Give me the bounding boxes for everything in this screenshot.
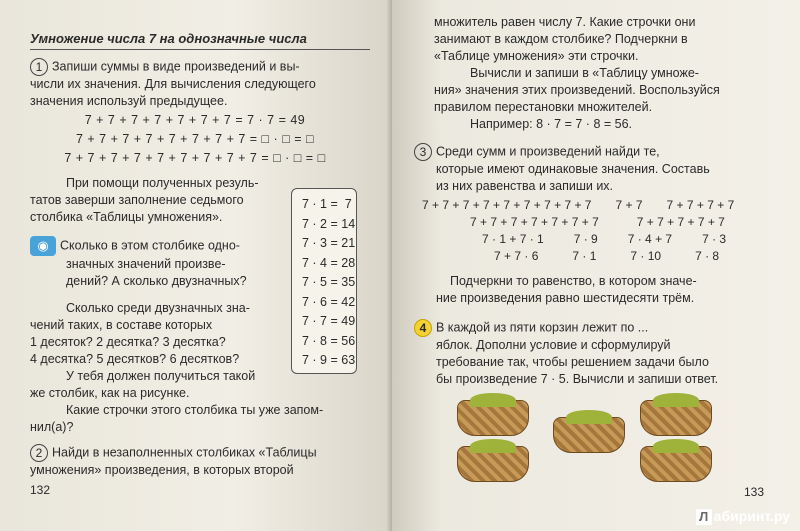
equation-1: 7 + 7 + 7 + 7 + 7 + 7 + 7 = 7 · 7 = 49 <box>84 113 306 127</box>
task1-line-1: Запиши суммы в виде произведений и вы- <box>52 59 300 74</box>
task-3 <box>414 143 782 307</box>
equation-2: 7 + 7 + 7 + 7 + 7 + 7 + 7 + 7 = □ · □ = □ <box>75 132 315 146</box>
expression: 7 · 4 + 7 <box>627 232 673 246</box>
task-number-3: 3 <box>414 143 432 161</box>
task3-line-1: Среди сумм и произведений найди те, <box>436 144 660 159</box>
expression: 7 · 1 + 7 · 1 <box>482 232 544 246</box>
intro-line-5: ния» значения этих произведений. Воспользуйся <box>434 83 720 97</box>
intro-block <box>414 14 782 133</box>
task1-after-line-1: При помощи полученных резуль- <box>66 176 259 190</box>
expression: 7 + 7 + 7 + 7 + 7 + 7 + 7 <box>470 215 599 229</box>
page-number-left: 132 <box>30 483 51 497</box>
task1-after <box>30 175 280 226</box>
expression: 7 + 7 + 7 + 7 <box>666 198 735 212</box>
question2-tail <box>30 402 365 436</box>
task-number-2: 2 <box>30 444 48 462</box>
table-row: 7 · 4 = 28 <box>302 255 356 270</box>
task4-line-4: бы произведение 7 · 5. Вычисли и запиши ответ. <box>436 372 719 386</box>
question2-line-8: нил(а)? <box>30 420 74 434</box>
question-block <box>30 236 280 290</box>
task2-line-1: Найди в незаполненных столбиках «Таблицы <box>52 445 317 460</box>
question2-line-3: 1 десяток? 2 десятка? 3 десятка? <box>30 335 226 349</box>
expressions-grid <box>422 197 782 265</box>
question-line-1: Сколько в этом столбике одно- <box>60 238 240 253</box>
task1-after-line-2: татов заверши заполнение седьмого <box>30 193 244 207</box>
owl-icon: ◉ <box>30 236 56 256</box>
question2-line-2: чений таких, в составе которых <box>30 318 213 332</box>
intro-line-7: Например: 8 · 7 = 7 · 8 = 56. <box>470 117 633 131</box>
task1-line-2: числи их значения. Для вычисления следующего <box>30 77 316 91</box>
intro-line-1: множитель равен числу 7. Какие строчки они <box>434 15 696 29</box>
labirint-logo <box>696 508 790 525</box>
question2-line-6: же столбик, как на рисунке. <box>30 386 190 400</box>
table-row: 7 · 2 = 14 <box>302 216 356 231</box>
basket-image <box>553 417 625 453</box>
question-line-2: значных значений произве- <box>66 257 226 271</box>
task4-line-1: В каждой из пяти корзин лежит по ... <box>436 320 649 335</box>
question2-line-7: Какие строчки этого столбика ты уже запом- <box>66 403 324 417</box>
table-row: 7 · 1 = 7 <box>302 197 352 211</box>
table-row: 7 · 5 = 35 <box>302 275 356 289</box>
intro-line-2: занимают в каждом столбике? Подчеркни в <box>434 32 688 46</box>
expression: 7 + 7 · 6 <box>494 249 539 263</box>
intro-line-3: «Таблице умножения» эти строчки. <box>434 49 639 63</box>
task3-after-line-2: ние произведения равно шестидесяти трём. <box>436 291 695 305</box>
logo-text: абиринт.ру <box>713 508 790 524</box>
task3-line-2: которые имеют одинаковые значения. Составь <box>436 162 710 176</box>
task-1 <box>30 58 360 167</box>
table-row: 7 · 3 = 21 <box>302 236 356 250</box>
task-4 <box>414 319 782 388</box>
question2-line-5: У тебя должен получиться такой <box>66 369 256 383</box>
page-header: Умножение числа 7 на однозначные числа <box>30 30 370 50</box>
basket-image <box>457 400 529 436</box>
logo-mark-icon: Л <box>696 509 712 525</box>
task1-after-line-3: столбика «Таблицы умножения». <box>30 210 223 224</box>
task-2 <box>30 444 365 479</box>
basket-image <box>640 400 712 436</box>
task1-line-3: значения используй предыдущее. <box>30 94 228 108</box>
expression: 7 · 3 <box>702 232 727 246</box>
question-line-3: дений? А сколько двузначных? <box>66 274 247 288</box>
expression: 7 · 8 <box>695 249 720 263</box>
page-number-right: 133 <box>743 485 764 499</box>
basket-image <box>457 446 529 482</box>
expression: 7 + 7 <box>615 198 643 212</box>
table-row: 7 · 9 = 63 <box>302 353 356 367</box>
table-row: 7 · 6 = 42 <box>302 294 356 309</box>
expression: 7 · 1 <box>572 249 597 263</box>
task3-after-line-1: Подчеркни то равенство, в котором значе- <box>450 274 697 288</box>
question2-block <box>30 300 285 402</box>
task-number-4: 4 <box>414 319 432 337</box>
equation-3: 7 + 7 + 7 + 7 + 7 + 7 + 7 + 7 + 7 = □ · □ = □ <box>64 151 326 165</box>
task-number-1: 1 <box>30 58 48 76</box>
intro-line-6: правилом перестановки множителей. <box>434 100 653 114</box>
task4-line-2: яблок. Дополни условие и сформулируй <box>436 338 671 352</box>
task2-line-2: умножения» произведения, в которых второй <box>30 463 294 477</box>
intro-line-4: Вычисли и запиши в «Таблицу умноже- <box>470 66 699 80</box>
question2-line-1: Сколько среди двузначных зна- <box>66 301 250 315</box>
table-row: 7 · 8 = 56 <box>302 333 356 348</box>
basket-image <box>640 446 712 482</box>
task3-line-3: из них равенства и запиши их. <box>436 179 614 193</box>
question2-line-4: 4 десятка? 5 десятков? 6 десятков? <box>30 352 240 366</box>
expression: 7 + 7 + 7 + 7 + 7 <box>636 215 725 229</box>
multiplication-table-scroll <box>291 188 357 374</box>
expression: 7 + 7 + 7 + 7 + 7 + 7 + 7 + 7 + 7 <box>422 198 592 212</box>
expression: 7 · 10 <box>630 249 662 263</box>
expression: 7 · 9 <box>573 232 598 246</box>
task4-line-3: требование так, чтобы решением задачи было <box>436 355 709 369</box>
table-row: 7 · 7 = 49 <box>302 314 356 328</box>
